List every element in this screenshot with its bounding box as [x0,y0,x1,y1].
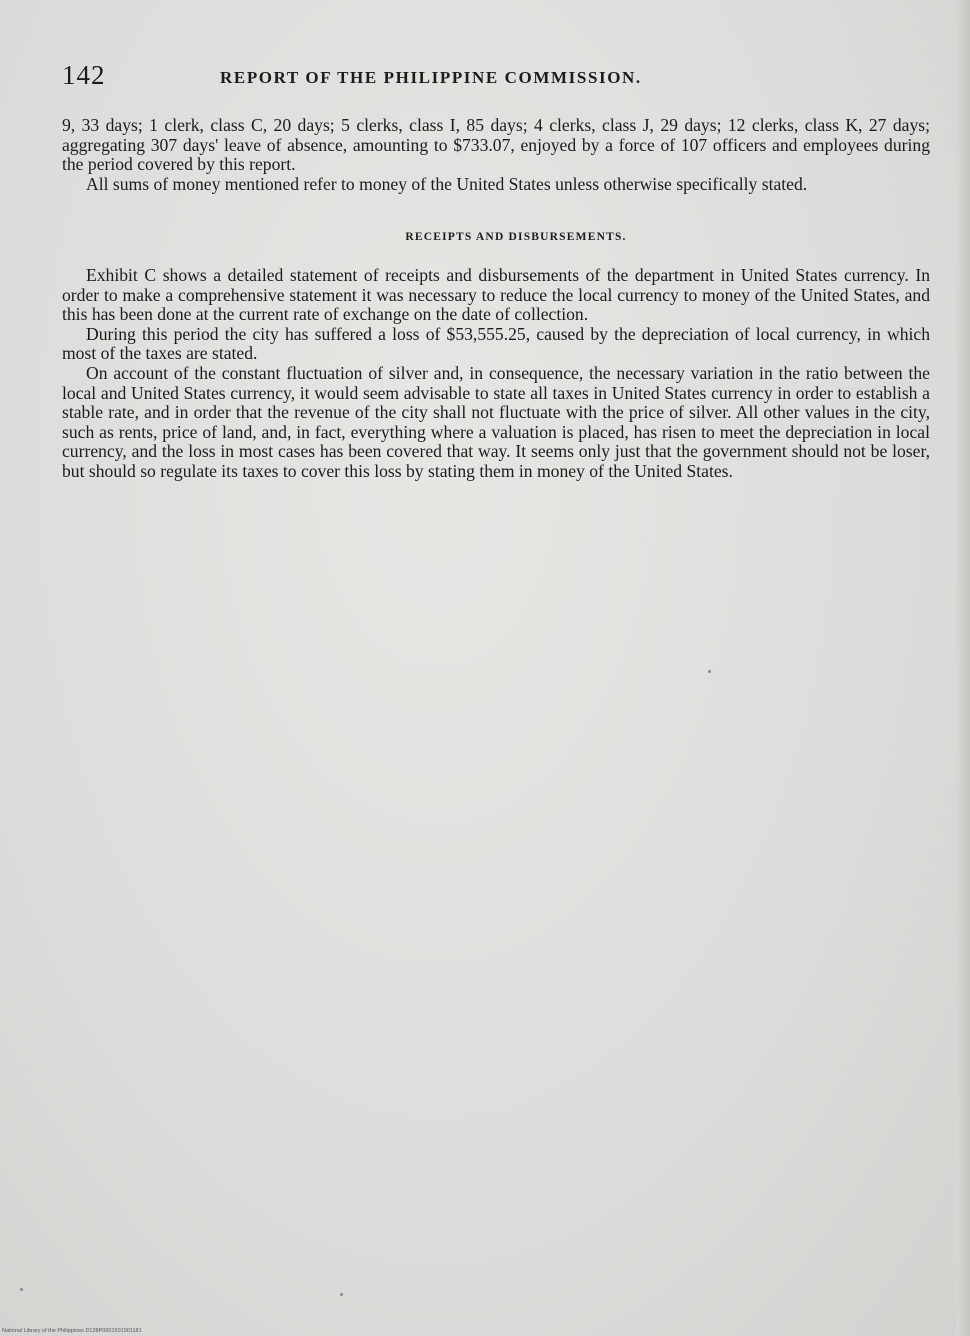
paragraph-leave-continuation: 9, 33 days; 1 clerk, class C, 20 days; 5 clerks, class I, 85 days; 4 clerks, class J, 29 days; 12 clerks, class K, 27 days; aggregating 307 days' leave of absence, amounting to $733.07, enjoyed by a force of 107 officers and employees during the period covered by this report. [62,115,930,175]
paragraph-loss: During this period the city has suffered a loss of $53,555.25, caused by the depreciation of local currency, in which most of the taxes are stated. [62,323,930,364]
paragraph-exhibit-c: Exhibit C shows a detailed statement of receipts and disbursements of the department in United States currency. In order to make a comprehensive statement it was necessary to reduce the local currency to money of the United States, and this has been done at the current rate of exchange on the date of collection. [62,264,930,325]
page-number: 142 [62,60,106,90]
scan-speck [340,1293,343,1296]
running-head: REPORT OF THE PHILIPPINE COMMISSION. [220,68,642,87]
body-text [62,116,930,482]
paragraph-silver-fluctuation: On account of the constant fluctuation of silver and, in consequence, the necessary variation in the ratio between the local and United States currency, it would seem advisable to state all taxes in United States currency in order to establish a stable rate, and in order that the revenue of the city shall not fluctuate with the price of silver. All other values in the city, such as rents, price of land, and, in fact, everything where a valuation is placed, has risen to meet the depreciation in local currency, and the loss in most cases has been covered that way. It seems only just that the government should not be loser, but should so regulate its taxes to cover this loss by stating them in money of the United States. [62,362,930,481]
page-edge-shadow [956,0,970,1336]
paragraph-money-note: All sums of money mentioned refer to money of the United States unless otherwise specifically stated. [86,173,808,194]
scan-speck [708,670,711,673]
scan-footer: National Library of the Philippines D128P0001501901181 [2,1328,142,1334]
page-header [62,60,922,96]
section-heading: RECEIPTS AND DISBURSEMENTS. [405,231,627,244]
scan-speck [20,1288,23,1291]
